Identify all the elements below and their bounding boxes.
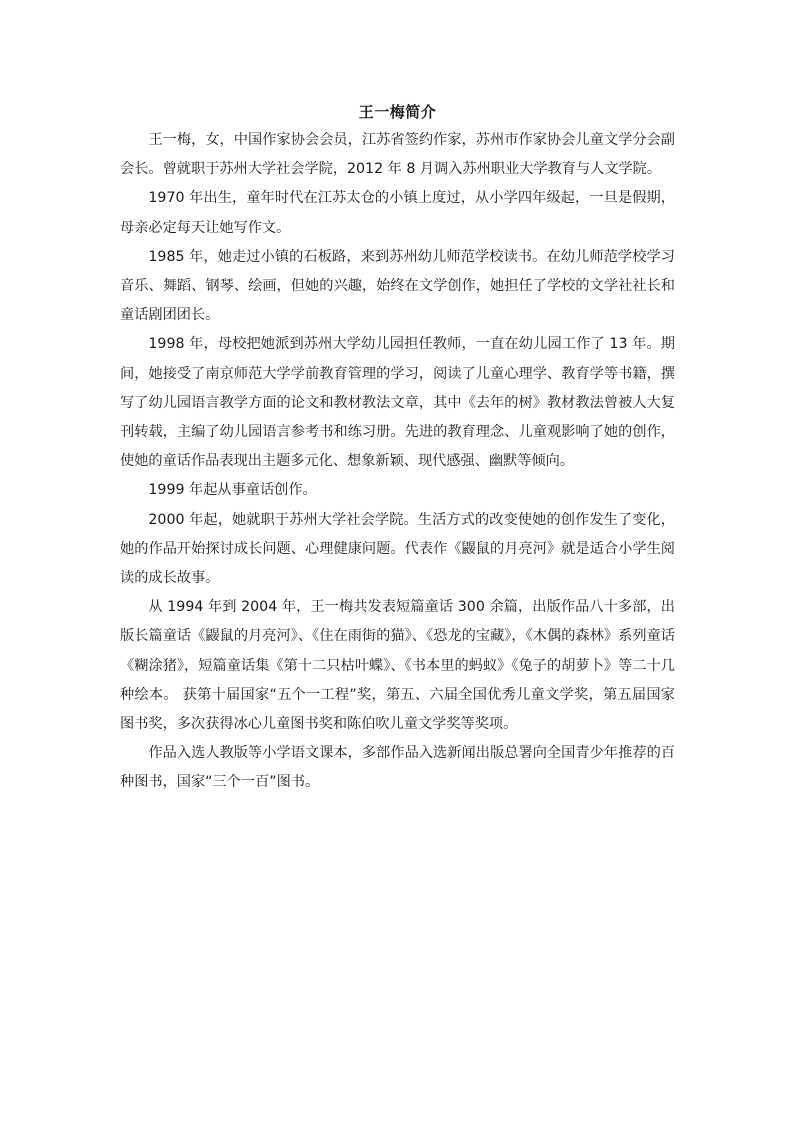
paragraph-works: 从 1994 年到 2004 年，王一梅共发表短篇童话 300 余篇，出版作品八十多部，出版长篇童话《鼹鼠的月亮河》、《住在雨街的猫》、《恐龙的宝藏》，《木偶的森林》系列童话《糊涂猪》，短篇童话集《第十二只枯叶蝶》、《书本里的蚂蚁》《兔子的胡萝卜》等二十几种绘本。 获第十届国家“五个一工程”奖，第五、六届全国优秀儿童文学奖，第五届国家图书奖，多次获得冰心儿童图书奖和陈伯吹儿童文学奖等奖项。 — [120, 599, 675, 733]
paragraph-teacher: 1998 年，母校把她派到苏州大学幼儿园担任教师，一直在幼儿园工作了 13 年。期间，她接受了南京师范大学学前教育管理的学习，阅读了儿童心理学、教育学等书籍，撰写了幼儿园语言教学方面的论文和教材教法文章，其中《去年的树》教材教法曾被人大复刊转载，主编了幼儿园语言参考书和练习册。先进的教育理念、儿童观影响了她的创作，使她的童话作品表现出主题多元化、想象新颖、现代感强、幽默等倾向。 — [120, 336, 675, 470]
paragraph-childhood: 1970 年出生，童年时代在江苏太仓的小镇上度过，从小学四年级起，一旦是假期，母亲必定每天让她写作文。 — [120, 190, 675, 236]
paragraph-intro: 王一梅，女，中国作家协会会员，江苏省签约作家，苏州市作家协会儿童文学分会副会长。曾就职于苏州大学社会学院，2012 年 8 月调入苏州职业大学教育与人文学院。 — [120, 132, 675, 178]
paragraph-university: 2000 年起，她就职于苏州大学社会学院。生活方式的改变使她的创作发生了变化，她的作品开始探讨成长问题、心理健康问题。代表作《鼹鼠的月亮河》就是适合小学生阅读的成长故事。 — [120, 511, 675, 587]
document-body — [120, 98, 675, 798]
paragraph-textbooks: 作品入选人教版等小学语文课本，多部作品入选新闻出版总署向全国青少年推荐的百种图书，国家“三个一百”图书。 — [120, 745, 675, 791]
paragraph-writing-start: 1999 年起从事童话创作。 — [148, 482, 317, 499]
page-title: 王一梅简介 — [358, 103, 437, 121]
paragraph-school: 1985 年，她走过小镇的石板路，来到苏州幼儿师范学校读书。在幼儿师范学校学习音乐、舞蹈、钢琴、绘画，但她的兴趣，始终在文学创作，她担任了学校的文学社社长和童话剧团团长。 — [120, 248, 675, 324]
